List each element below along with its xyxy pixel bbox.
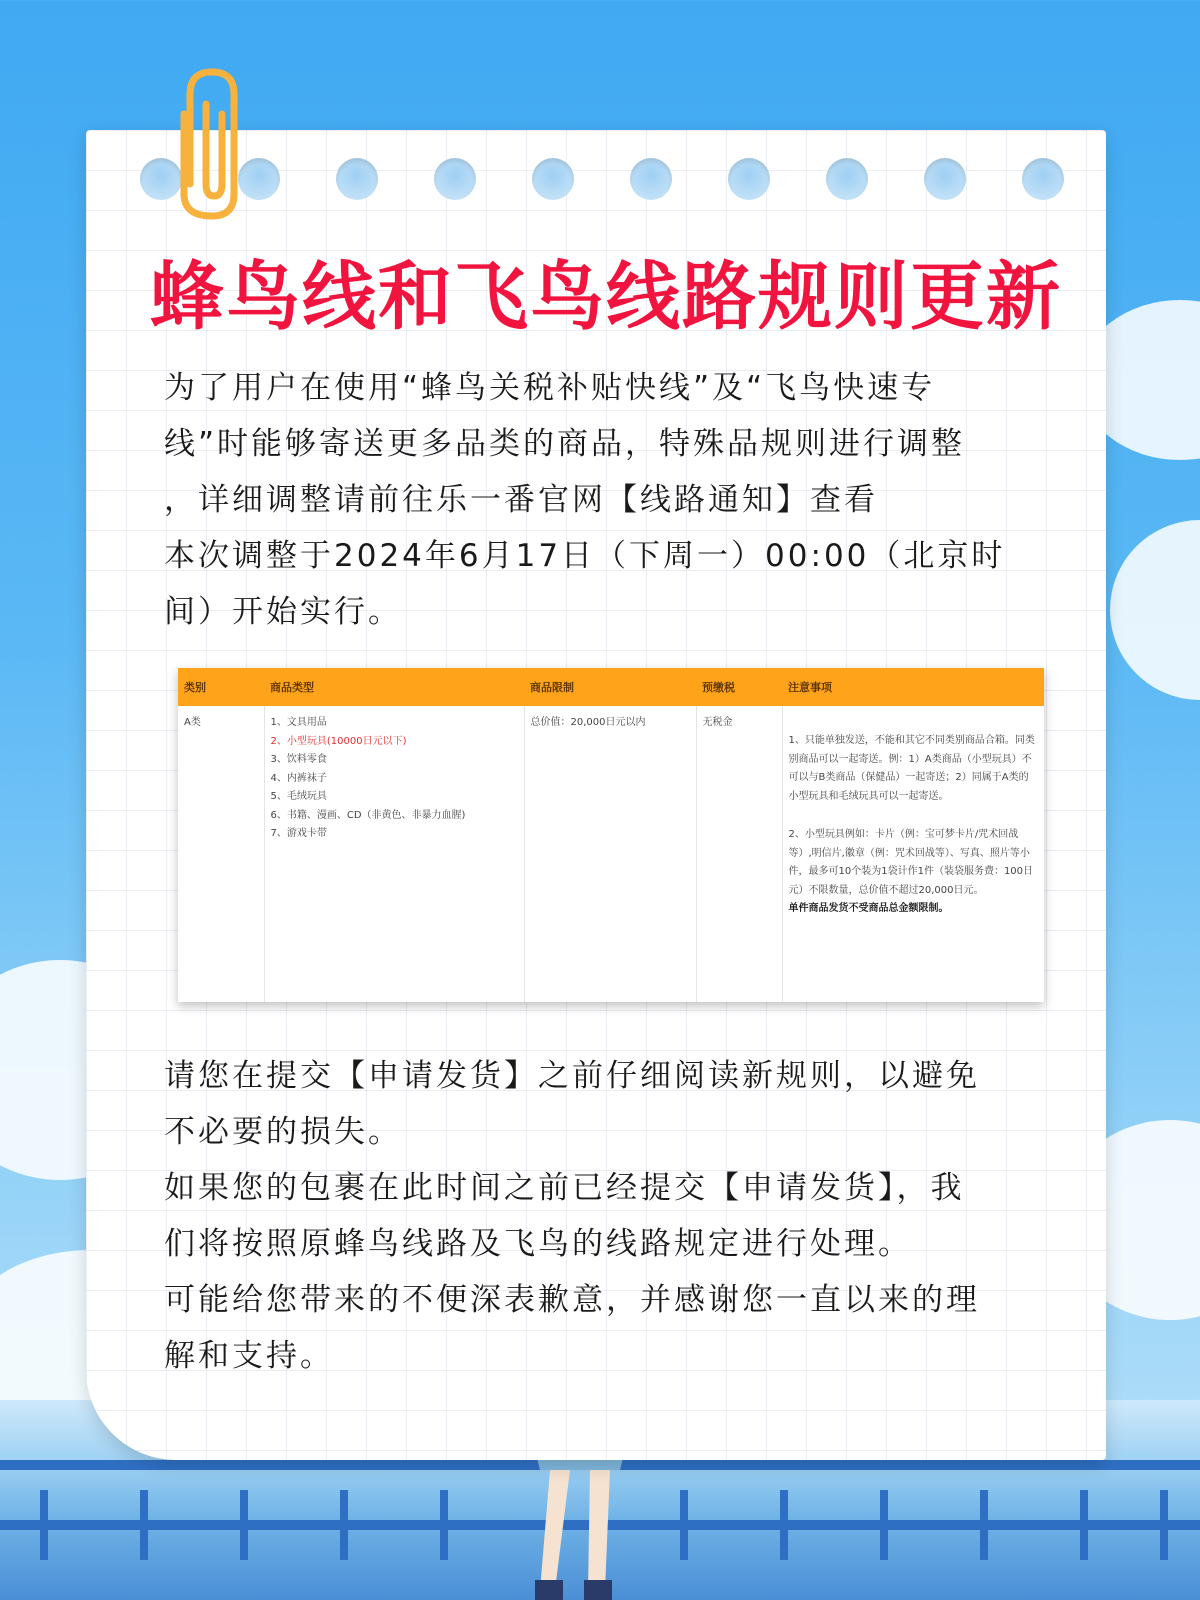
table-row <box>178 706 1044 1002</box>
cell-tax: 无税金 <box>696 706 782 1002</box>
rules-table <box>178 668 1044 1002</box>
paper-hole <box>630 158 672 200</box>
page-title: 蜂鸟线和飞鸟线路规则更新 <box>150 254 1062 340</box>
intro-line: 线”时能够寄送更多品类的商品，特殊品规则进行调整 <box>164 426 966 462</box>
paper-hole <box>434 158 476 200</box>
outro-line: 请您在提交【申请发货】之前仔细阅读新规则，以避免 <box>164 1058 980 1094</box>
header-limit: 商品限制 <box>524 668 696 706</box>
cell-notes <box>782 706 1044 1002</box>
note-paragraph: 1、只能单独发送，不能和其它不同类别商品合箱。同类别商品可以一起寄送。例：1）A类商品（小型玩具）不可以与B类商品（保健品）一起寄送；2）同属于A类的小型玩具和毛绒玩具可以一起寄送。 <box>788 735 1035 802</box>
paper-hole <box>1022 158 1064 200</box>
intro-line: ，详细调整请前往乐一番官网【线路通知】查看 <box>164 482 878 518</box>
outro-line: 不必要的损失。 <box>164 1114 402 1150</box>
outro-line: 可能给您带来的不便深表歉意，并感谢您一直以来的理 <box>164 1282 980 1318</box>
outro-line: 们将按照原蜂鸟线路及飞鸟的线路规定进行处理。 <box>164 1226 912 1262</box>
intro-line: 本次调整于2024年6月17日（下周一）00:00（北京时 <box>164 538 1006 574</box>
list-item-highlight: 2、小型玩具(10000日元以下) <box>270 735 407 747</box>
header-notes: 注意事项 <box>782 668 1044 706</box>
header-item-type: 商品类型 <box>264 668 524 706</box>
outro-line: 如果您的包裹在此时间之前已经提交【申请发货】，我 <box>164 1170 965 1206</box>
paper-hole <box>826 158 868 200</box>
cloud-decoration <box>1110 520 1200 700</box>
table-header-row <box>178 668 1044 706</box>
list-item: 5、毛绒玩具 <box>270 791 327 802</box>
intro-line: 间）开始实行。 <box>164 594 402 630</box>
list-item: 7、游戏卡带 <box>270 828 327 839</box>
outro-text <box>164 1048 1064 1384</box>
cell-limit: 总价值：20,000日元以内 <box>524 706 696 1002</box>
note-paragraph: 2、小型玩具例如：卡片（例：宝可梦卡片/咒术回战等）,明信片,徽章（例：咒术回战等）、写真、照片等小件，最多可10个装为1袋计作1件（装袋服务费：100日元）不限数量，总价值不超过20,000日元。 <box>788 829 1034 896</box>
paper-hole <box>336 158 378 200</box>
list-item: 3、饮料零食 <box>270 754 327 765</box>
list-item: 4、内裤袜子 <box>270 772 327 784</box>
intro-line: 为了用户在使用“蜂鸟关税补贴快线”及“飞鸟快速专 <box>164 370 936 406</box>
paper-hole <box>924 158 966 200</box>
intro-text <box>164 360 1064 640</box>
header-category: 类别 <box>178 668 264 706</box>
cell-item-list <box>264 706 524 1002</box>
outro-line: 解和支持。 <box>164 1338 334 1374</box>
cell-category: A类 <box>178 706 264 1002</box>
paper-hole <box>728 158 770 200</box>
paperclip-icon <box>170 64 250 224</box>
list-item: 1、文具用品 <box>270 717 327 728</box>
note-bold: 单件商品发货不受商品总金额限制。 <box>788 903 949 914</box>
header-tax: 预缴税 <box>696 668 782 706</box>
paper-hole <box>532 158 574 200</box>
list-item: 6、书籍、漫画、CD（非黄色、非暴力血腥) <box>270 809 466 821</box>
